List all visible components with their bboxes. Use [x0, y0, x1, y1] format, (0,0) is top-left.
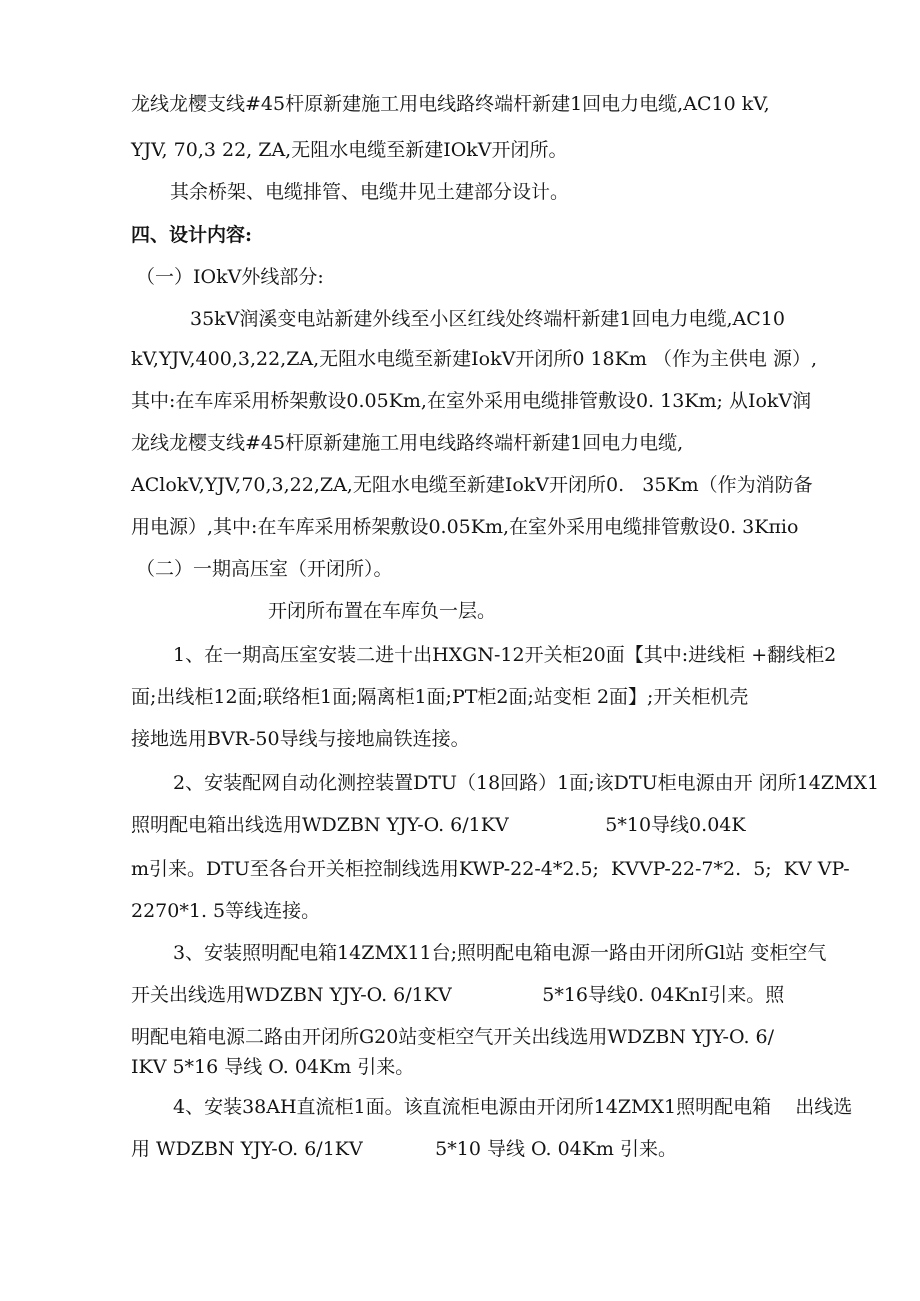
text-line: 龙线龙樱支线#45杆原新建施工用电线路终端杆新建1回电力电缆,AC10 kV,: [131, 93, 770, 115]
text-line: 用电源）,其中:在车库采用桥架敷设0.05Km,在室外采用电缆排管敷设0. 3Kπio: [131, 516, 799, 538]
subsection-heading: （一）IOkV外线部分:: [136, 266, 324, 288]
text-line: 1、在一期高压室安装二进十出HXGN-12开关柜20面【其中:进线柜 +翻线柜2: [173, 644, 837, 666]
text-line: 其中:在车库采用桥架敷设0.05Km,在室外采用电缆排管敷设0. 13Km; 从IokV润: [131, 390, 812, 412]
text-line: 35kV润溪变电站新建外线至小区红线处终端杆新建1回电力电缆,AC10: [190, 308, 785, 330]
text-line: IKV 5*16 导线 O. 04Km 引来。: [131, 1056, 415, 1078]
text-line: 龙线龙樱支线#45杆原新建施工用电线路终端杆新建1回电力电缆,: [131, 432, 684, 454]
text-line: 其余桥架、电缆排管、电缆井见土建部分设计。: [170, 181, 570, 203]
text-line: 照明配电箱出线选用WDZBN YJY-O. 6/1KV 5*10导线0.04K: [131, 814, 746, 836]
text-line: 明配电箱电源二路由开闭所G20站变柜空气开关出线选用WDZBN YJY-O. 6/: [131, 1026, 775, 1048]
text-line: 用 WDZBN YJY-O. 6/1KV 5*10 导线 O. 04Km 引来。: [131, 1138, 677, 1160]
text-line: AClokV,YJV,70,3,22,ZA,无阻水电缆至新建IokV开闭所0. 35Km（作为消防备: [131, 474, 813, 496]
text-line: 面;出线柜12面;联络柜1面;隔离柜1面;PT柜2面;站变柜 2面】;开关柜机壳: [131, 686, 749, 708]
text-line: 开关出线选用WDZBN YJY-O. 6/1KV 5*16导线0. 04KnI引来。照: [131, 984, 785, 1006]
text-line: kV,YJV,400,3,22,ZA,无阻水电缆至新建IokV开闭所0 18Km （作为主供电 源）,: [131, 348, 817, 370]
text-line: 接地选用BVR-50导线与接地扁铁连接。: [131, 728, 470, 750]
text-line: 2、安装配网自动化测控装置DTU（18回路）1面;该DTU柜电源由开 闭所14ZMX1: [173, 772, 880, 794]
section-heading: 四、设计内容:: [131, 224, 253, 246]
subsection-heading: （二）一期高压室（开闭所）。: [136, 558, 393, 580]
text-line: 3、安装照明配电箱14ZMX11台;照明配电箱电源一路由开闭所Gl站 变柜空气: [173, 942, 827, 964]
text-line: 2270*1. 5等线连接。: [131, 900, 321, 922]
text-line: 开闭所布置在车库负一层。: [268, 600, 497, 622]
text-line: m引来。DTU至各台开关柜控制线选用KWP-22-4*2.5; KVVP-22-7*2. 5; KV VP-: [131, 858, 850, 880]
text-line: YJV, 70,3 22, ZA,无阻水电缆至新建IOkV开闭所。: [131, 139, 568, 161]
text-line: 4、安装38AH直流柜1面。该直流柜电源由开闭所14ZMX1照明配电箱 出线选: [173, 1096, 853, 1118]
